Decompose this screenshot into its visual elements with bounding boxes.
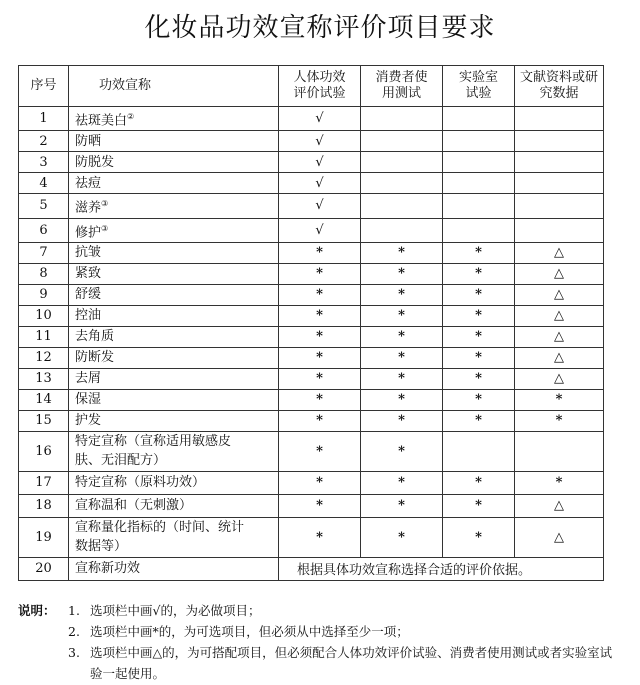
claim-text: 控油 (75, 308, 102, 324)
lab-cell: * (443, 410, 515, 431)
lab-cell (443, 107, 515, 131)
literature-cell (515, 131, 604, 152)
human-cell: √ (279, 218, 361, 242)
table-row (19, 263, 604, 284)
table-row (19, 431, 604, 471)
header-literature (515, 66, 604, 107)
lab-cell: * (443, 347, 515, 368)
lab-cell: * (443, 305, 515, 326)
note-line-2 (18, 621, 623, 642)
claim-text: 紧致 (75, 266, 102, 282)
table-row (19, 107, 604, 131)
literature-cell: △ (515, 263, 604, 284)
literature-cell (515, 152, 604, 173)
human-cell: √ (279, 152, 361, 173)
literature-cell: △ (515, 305, 604, 326)
claim-text: 宣称温和（无刺激） (75, 498, 193, 514)
claim-text: 去屑 (75, 371, 102, 387)
evaluation-basis-note: 根据具体功效宣称选择合适的评价依据。 (279, 557, 604, 580)
claim-text: 抗皱 (75, 245, 102, 261)
table-row (19, 368, 604, 389)
row-number: 20 (19, 557, 69, 580)
claim-cell (69, 305, 279, 326)
row-number: 6 (19, 218, 69, 242)
header-claim: 功效宣称 (69, 66, 279, 107)
literature-cell: △ (515, 347, 604, 368)
consumer-cell: * (361, 305, 443, 326)
claim-text: 保湿 (75, 392, 102, 408)
note-number: 1. (68, 603, 80, 618)
consumer-cell (361, 194, 443, 218)
lab-cell (443, 431, 515, 471)
claim-text: 去角质 (75, 329, 115, 345)
claim-text: 特定宣称（宣称适用敏感皮肤、无泪配方） (75, 434, 232, 469)
table-row (19, 305, 604, 326)
row-number: 13 (19, 368, 69, 389)
note-line-1 (18, 600, 623, 621)
consumer-cell: * (361, 517, 443, 557)
table-row (19, 326, 604, 347)
claim-text: 舒缓 (75, 287, 102, 303)
literature-cell (515, 218, 604, 242)
table-row (19, 152, 604, 173)
row-number: 14 (19, 389, 69, 410)
table-row (19, 410, 604, 431)
claim-text: 防晒 (75, 133, 102, 149)
consumer-cell: * (361, 242, 443, 263)
claim-cell (69, 517, 279, 557)
human-cell: * (279, 517, 361, 557)
table-row (19, 284, 604, 305)
lab-cell (443, 152, 515, 173)
row-number: 8 (19, 263, 69, 284)
claim-text: 防断发 (75, 350, 115, 366)
lab-cell: * (443, 389, 515, 410)
literature-cell: △ (515, 326, 604, 347)
literature-cell: △ (515, 242, 604, 263)
lab-cell: * (443, 263, 515, 284)
consumer-cell: * (361, 471, 443, 494)
table-row (19, 494, 604, 517)
header-lab (443, 66, 515, 107)
claim-cell (69, 389, 279, 410)
claim-text: 祛斑美白 (75, 113, 128, 129)
lab-cell (443, 194, 515, 218)
claim-footnote-mark: ③ (101, 199, 109, 209)
claims-table (18, 65, 604, 581)
consumer-cell: * (361, 284, 443, 305)
row-number: 12 (19, 347, 69, 368)
claim-cell (69, 152, 279, 173)
notes-label: 说明： (18, 603, 56, 618)
consumer-cell: * (361, 347, 443, 368)
table-row (19, 218, 604, 242)
consumer-cell (361, 152, 443, 173)
claim-text: 祛痘 (75, 175, 102, 191)
human-cell: √ (279, 173, 361, 194)
row-number: 16 (19, 431, 69, 471)
literature-cell: * (515, 471, 604, 494)
header-literature-text: 文献资料或研究数据 (519, 70, 598, 101)
claim-text: 宣称新功效 (69, 557, 279, 580)
note-text: 选项栏中画△的，为可搭配项目，但必须配合人体功效评价试验、消费者使用测试或者实验室试验一起使用。 (90, 645, 613, 681)
table-body (19, 107, 604, 581)
header-human-text: 人体功效评价试验 (293, 70, 346, 101)
lab-cell (443, 131, 515, 152)
lab-cell (443, 173, 515, 194)
consumer-cell: * (361, 389, 443, 410)
human-cell: * (279, 410, 361, 431)
claim-cell (69, 263, 279, 284)
claim-cell (69, 471, 279, 494)
header-consumer (361, 66, 443, 107)
table-row (19, 347, 604, 368)
table-row (19, 471, 604, 494)
row-number: 15 (19, 410, 69, 431)
literature-cell: △ (515, 517, 604, 557)
claim-cell (69, 173, 279, 194)
header-no: 序号 (19, 66, 69, 107)
row-number: 7 (19, 242, 69, 263)
notes-section (18, 600, 623, 684)
human-cell: * (279, 326, 361, 347)
lab-cell: * (443, 494, 515, 517)
human-cell: * (279, 347, 361, 368)
claim-cell (69, 410, 279, 431)
row-number: 11 (19, 326, 69, 347)
table-row (19, 517, 604, 557)
literature-cell: △ (515, 494, 604, 517)
human-cell: * (279, 368, 361, 389)
human-cell: * (279, 242, 361, 263)
human-cell: * (279, 263, 361, 284)
claim-cell (69, 194, 279, 218)
claim-cell (69, 107, 279, 131)
note-number: 2. (68, 624, 80, 639)
row-number: 18 (19, 494, 69, 517)
note-line-3 (18, 642, 623, 684)
human-cell: * (279, 471, 361, 494)
human-cell: √ (279, 107, 361, 131)
row-number: 5 (19, 194, 69, 218)
claim-text: 特定宣称（原料功效） (75, 475, 206, 491)
literature-cell (515, 431, 604, 471)
claim-cell (69, 494, 279, 517)
literature-cell (515, 194, 604, 218)
claim-text: 护发 (75, 413, 102, 429)
human-cell: * (279, 389, 361, 410)
consumer-cell: * (361, 263, 443, 284)
consumer-cell: * (361, 410, 443, 431)
consumer-cell: * (361, 431, 443, 471)
human-cell: √ (279, 131, 361, 152)
row-number: 17 (19, 471, 69, 494)
claim-cell (69, 431, 279, 471)
claim-footnote-mark: ③ (101, 223, 109, 233)
claim-text: 滋养 (75, 200, 102, 216)
table-row (19, 557, 604, 580)
human-cell: * (279, 494, 361, 517)
claim-text: 宣称量化指标的（时间、统计数据等） (75, 520, 245, 555)
literature-cell (515, 107, 604, 131)
human-cell: * (279, 305, 361, 326)
literature-cell: * (515, 389, 604, 410)
row-number: 9 (19, 284, 69, 305)
claim-cell (69, 326, 279, 347)
human-cell: * (279, 284, 361, 305)
claim-cell (69, 218, 279, 242)
claim-text: 防脱发 (75, 154, 115, 170)
claim-text: 修护 (75, 224, 102, 240)
lab-cell: * (443, 284, 515, 305)
claim-footnote-mark: ② (127, 112, 135, 121)
header-row (19, 66, 604, 107)
human-cell: √ (279, 194, 361, 218)
row-number: 19 (19, 517, 69, 557)
consumer-cell (361, 173, 443, 194)
claim-cell (69, 347, 279, 368)
claim-cell (69, 284, 279, 305)
row-number: 2 (19, 131, 69, 152)
row-number: 3 (19, 152, 69, 173)
lab-cell: * (443, 471, 515, 494)
row-number: 1 (19, 107, 69, 131)
note-text: 选项栏中画*的，为可选项目，但必须从中选择至少一项； (90, 624, 409, 639)
lab-cell (443, 218, 515, 242)
header-human (279, 66, 361, 107)
row-number: 4 (19, 173, 69, 194)
claim-cell (69, 242, 279, 263)
note-text: 选项栏中画√的，为必做项目； (90, 603, 261, 618)
literature-cell (515, 173, 604, 194)
row-number: 10 (19, 305, 69, 326)
table-row (19, 173, 604, 194)
note-number: 3. (68, 645, 80, 660)
claim-cell (69, 368, 279, 389)
consumer-cell: * (361, 368, 443, 389)
consumer-cell (361, 131, 443, 152)
literature-cell: * (515, 410, 604, 431)
table-row (19, 242, 604, 263)
lab-cell: * (443, 242, 515, 263)
literature-cell: △ (515, 368, 604, 389)
table-row (19, 131, 604, 152)
lab-cell: * (443, 368, 515, 389)
page-title: 化妆品功效宣称评价项目要求 (144, 13, 496, 43)
consumer-cell (361, 218, 443, 242)
table-row (19, 194, 604, 218)
header-consumer-text: 消费者使用测试 (375, 70, 428, 101)
consumer-cell: * (361, 494, 443, 517)
consumer-cell: * (361, 326, 443, 347)
lab-cell: * (443, 517, 515, 557)
consumer-cell (361, 107, 443, 131)
literature-cell: △ (515, 284, 604, 305)
lab-cell: * (443, 326, 515, 347)
table-row (19, 389, 604, 410)
header-lab-text: 实验室试验 (458, 70, 498, 101)
claim-cell (69, 131, 279, 152)
human-cell: * (279, 431, 361, 471)
